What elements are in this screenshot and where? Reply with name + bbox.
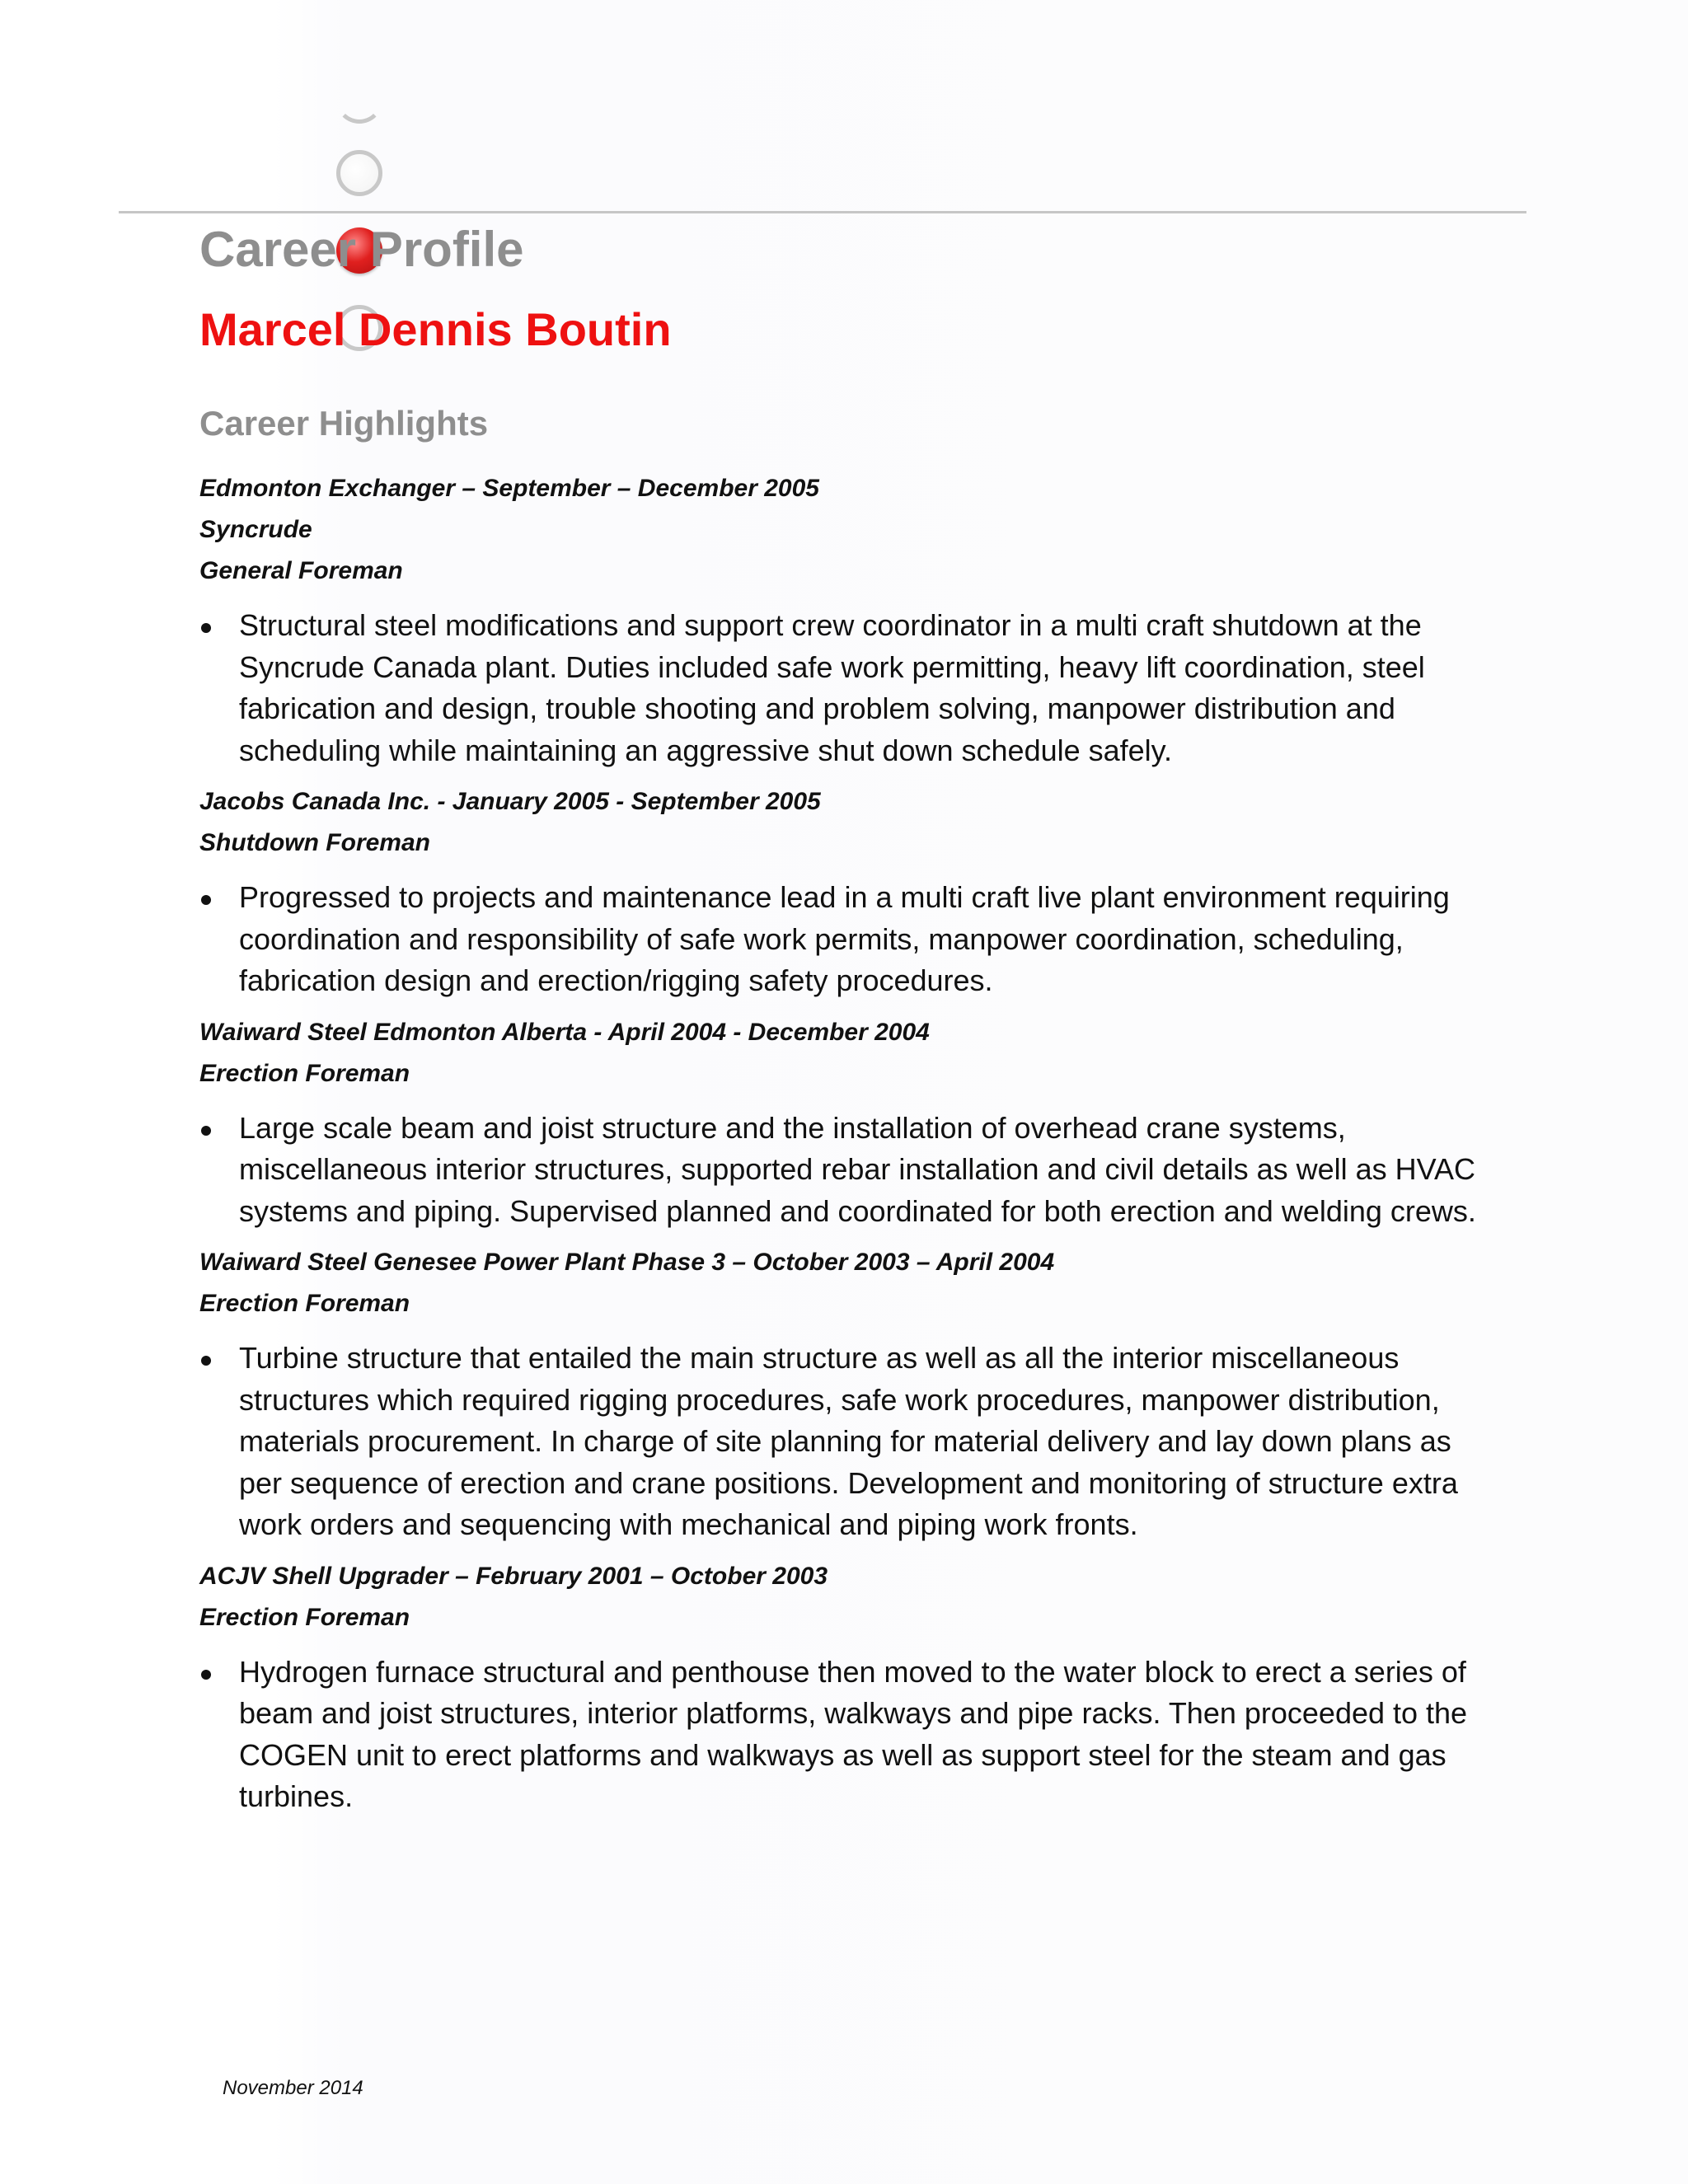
entry-heading-line: General Foreman [199, 557, 403, 584]
footer-date: November 2014 [223, 2077, 363, 2099]
career-entry [199, 468, 1502, 771]
entry-heading-line: Erection Foreman [199, 1603, 410, 1631]
decorative-circle-arc-icon [335, 76, 383, 124]
entry-heading-line: Waiward Steel Genesee Power Plant Phase 3 – October 2003 – April 2004 [199, 1249, 1055, 1276]
career-entry [199, 1242, 1502, 1546]
entry-bullet-text: Turbine structure that entailed the main structure as well as all the interior miscellaneous structures which required rigging procedures, safe work procedures, manpower distribution, materials procurement. In charge of site planning for material delivery and lay down plans as per sequence of erection and crane positions. Development and monitoring of structure extra work orders and sequencing with mechanical and piping work fronts. [239, 1341, 1458, 1541]
page-title: Career Profile [199, 222, 524, 277]
entry-bullet-text: Progressed to projects and maintenance lead in a multi craft live plant environment requiring coordination and responsibility of safe work permits, manpower coordination, scheduling, fabrication design and erection/rigging safety procedures. [239, 880, 1450, 997]
entry-heading-line: Waiward Steel Edmonton Alberta - April 2004 - December 2004 [199, 1018, 930, 1046]
entry-bullet [199, 877, 1502, 1002]
entry-bullet-text: Large scale beam and joist structure and the installation of overhead crane systems, miscellaneous interior structures, supported rebar installation and civil details as well as HVAC systems and piping. Supervised planned and coordinated for both erection and welding crews. [239, 1110, 1476, 1228]
entry-bullet [199, 1108, 1502, 1233]
entry-heading-line: Shutdown Foreman [199, 829, 430, 856]
entry-heading-line: Erection Foreman [199, 1290, 410, 1317]
entry-heading-line: Erection Foreman [199, 1059, 410, 1087]
entry-bullet [199, 1652, 1502, 1818]
career-entries [199, 468, 1502, 1828]
header-divider [119, 211, 1526, 213]
career-entry [199, 1012, 1502, 1233]
entry-heading-line: Edmonton Exchanger – September – December 2005 [199, 475, 819, 502]
candidate-name: Marcel Dennis Boutin [199, 303, 672, 355]
decorative-circle-outline-icon [336, 150, 382, 196]
entry-bullet-text: Structural steel modifications and support crew coordinator in a multi craft shutdown at the Syncrude Canada plant. Duties included safe work permitting, heavy lift coordination, steel fabrication and design, trouble shooting and problem solving, manpower distribution and scheduling while maintaining an aggressive shut down schedule safely. [239, 608, 1425, 767]
section-title: Career Highlights [199, 404, 489, 443]
career-entry [199, 1556, 1502, 1818]
entry-bullet-text: Hydrogen furnace structural and penthouse then moved to the water block to erect a series of beam and joist structures, interior platforms, walkways and pipe racks. Then proceeded to the COGEN unit to erect platforms and walkways as well as support steel for the steam and gas turbines. [239, 1654, 1468, 1813]
entry-heading-line: Jacobs Canada Inc. - January 2005 - September 2005 [199, 788, 821, 815]
entry-heading-line: Syncrude [199, 516, 312, 543]
bullet-icon [201, 895, 211, 905]
bullet-icon [201, 623, 211, 633]
entry-heading-line: ACJV Shell Upgrader – February 2001 – October 2003 [199, 1562, 828, 1590]
entry-bullet [199, 1338, 1502, 1546]
bullet-icon [201, 1126, 211, 1136]
entry-bullet [199, 605, 1502, 771]
bullet-icon [201, 1670, 211, 1680]
bullet-icon [201, 1356, 211, 1366]
career-entry [199, 781, 1502, 1002]
